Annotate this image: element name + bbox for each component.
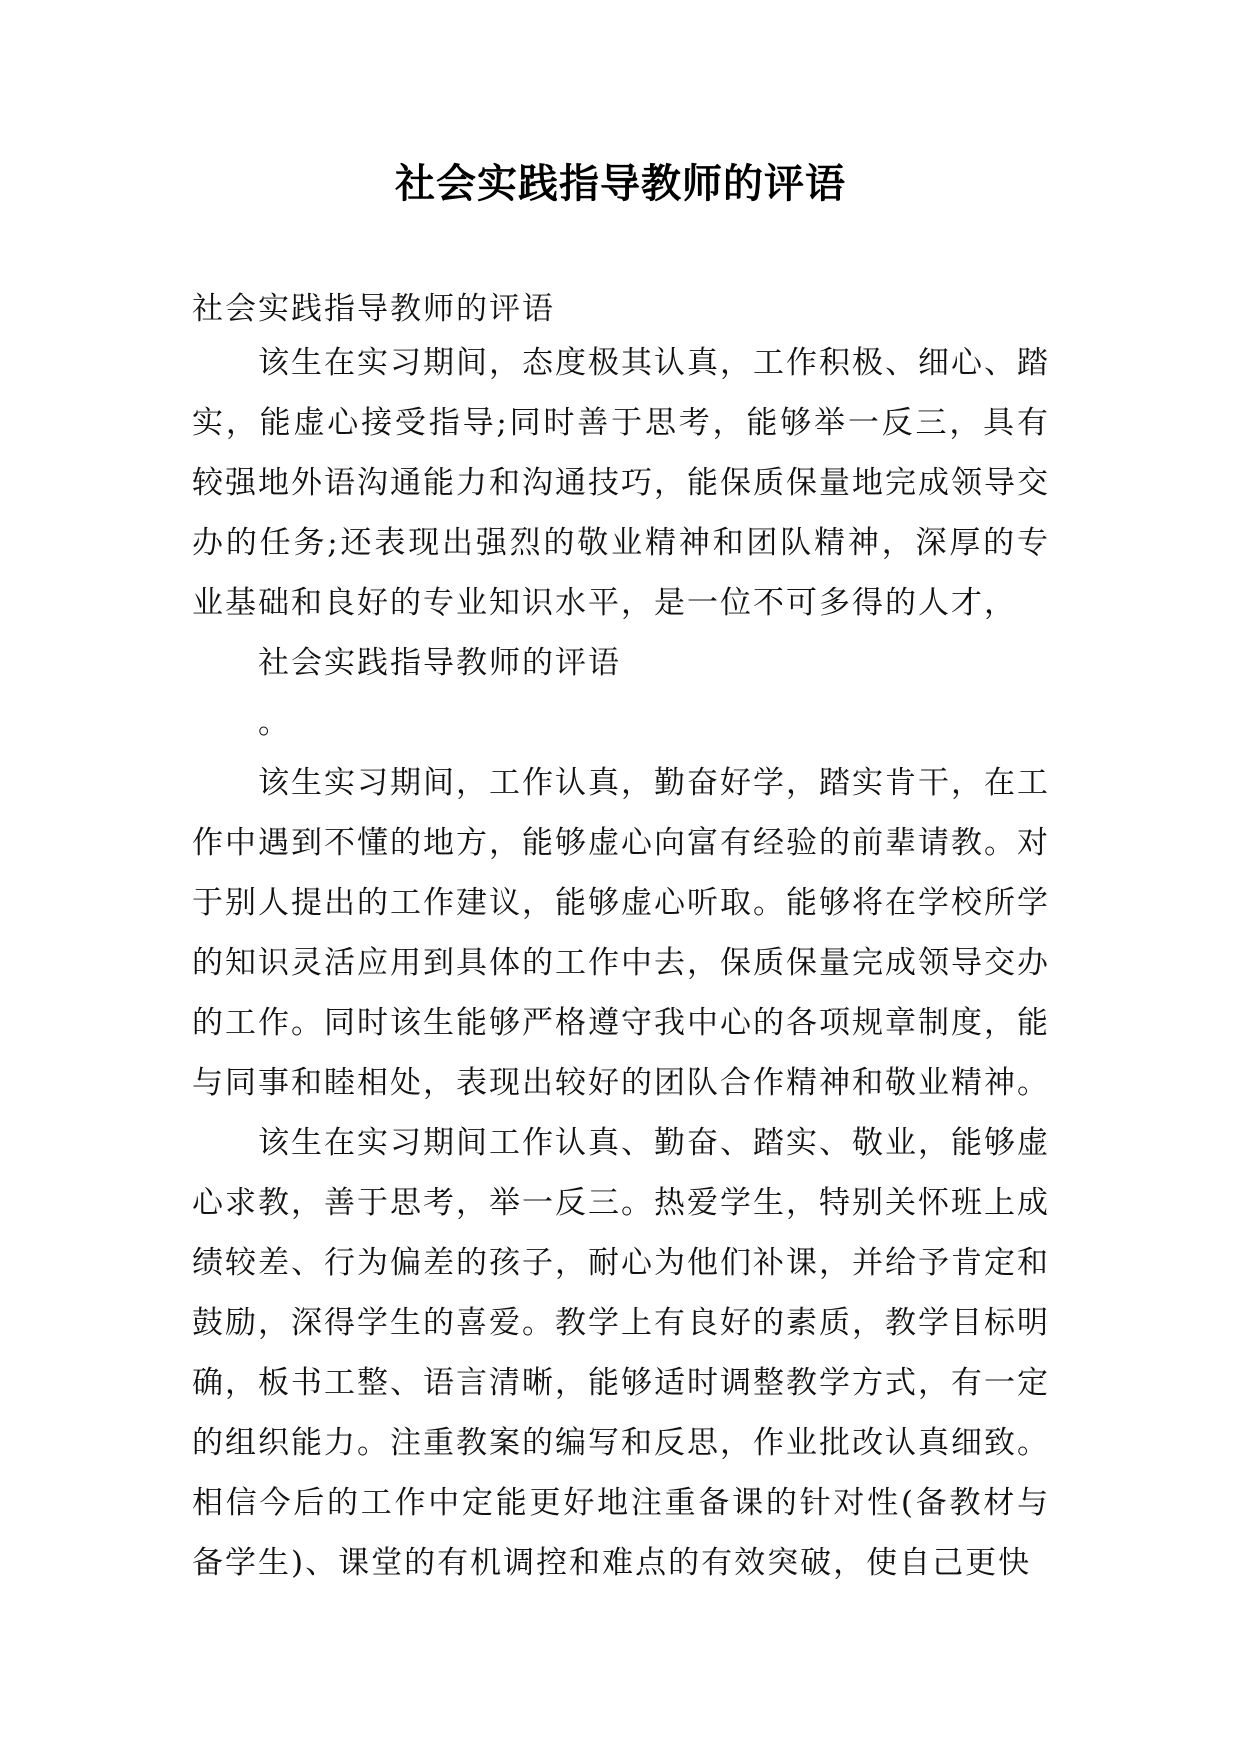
repeated-heading: 社会实践指导教师的评语 xyxy=(258,645,621,681)
document-body xyxy=(192,291,1050,1593)
paragraph: 。 xyxy=(258,705,291,741)
page-title: 社会实践指导教师的评语 xyxy=(395,161,846,207)
body-heading: 社会实践指导教师的评语 xyxy=(192,291,555,327)
paragraph: 该生在实习期间，态度极其认真，工作积极、细心、踏实，能虚心接受指导;同时善于思考，能够举一反三，具有较强地外语沟通能力和沟通技巧，能保质保量地完成领导交办的任务;还表现出强烈的敬业精神和团队精神，深厚的专业基础和良好的专业知识水平，是一位不可多得的人才， xyxy=(192,345,1050,621)
paragraph: 该生实习期间，工作认真，勤奋好学，踏实肯干，在工作中遇到不懂的地方，能够虚心向富有经验的前辈请教。对于别人提出的工作建议，能够虚心听取。能够将在学校所学的知识灵活应用到具体的工作中去，保质保量完成领导交办的工作。同时该生能够严格遵守我中心的各项规章制度，能与同事和睦相处，表现出较好的团队合作精神和敬业精神。 xyxy=(192,765,1050,1101)
paragraph: 该生在实习期间工作认真、勤奋、踏实、敬业，能够虚心求教，善于思考，举一反三。热爱学生，特别关怀班上成绩较差、行为偏差的孩子，耐心为他们补课，并给予肯定和鼓励，深得学生的喜爱。教学上有良好的素质，教学目标明确，板书工整、语言清晰，能够适时调整教学方式，有一定的组织能力。注重教案的编写和反思，作业批改认真细致。相信今后的工作中定能更好地注重备课的针对性(备教材与备学生)、课堂的有机调控和难点的有效突破，使自己更快 xyxy=(192,1125,1050,1581)
